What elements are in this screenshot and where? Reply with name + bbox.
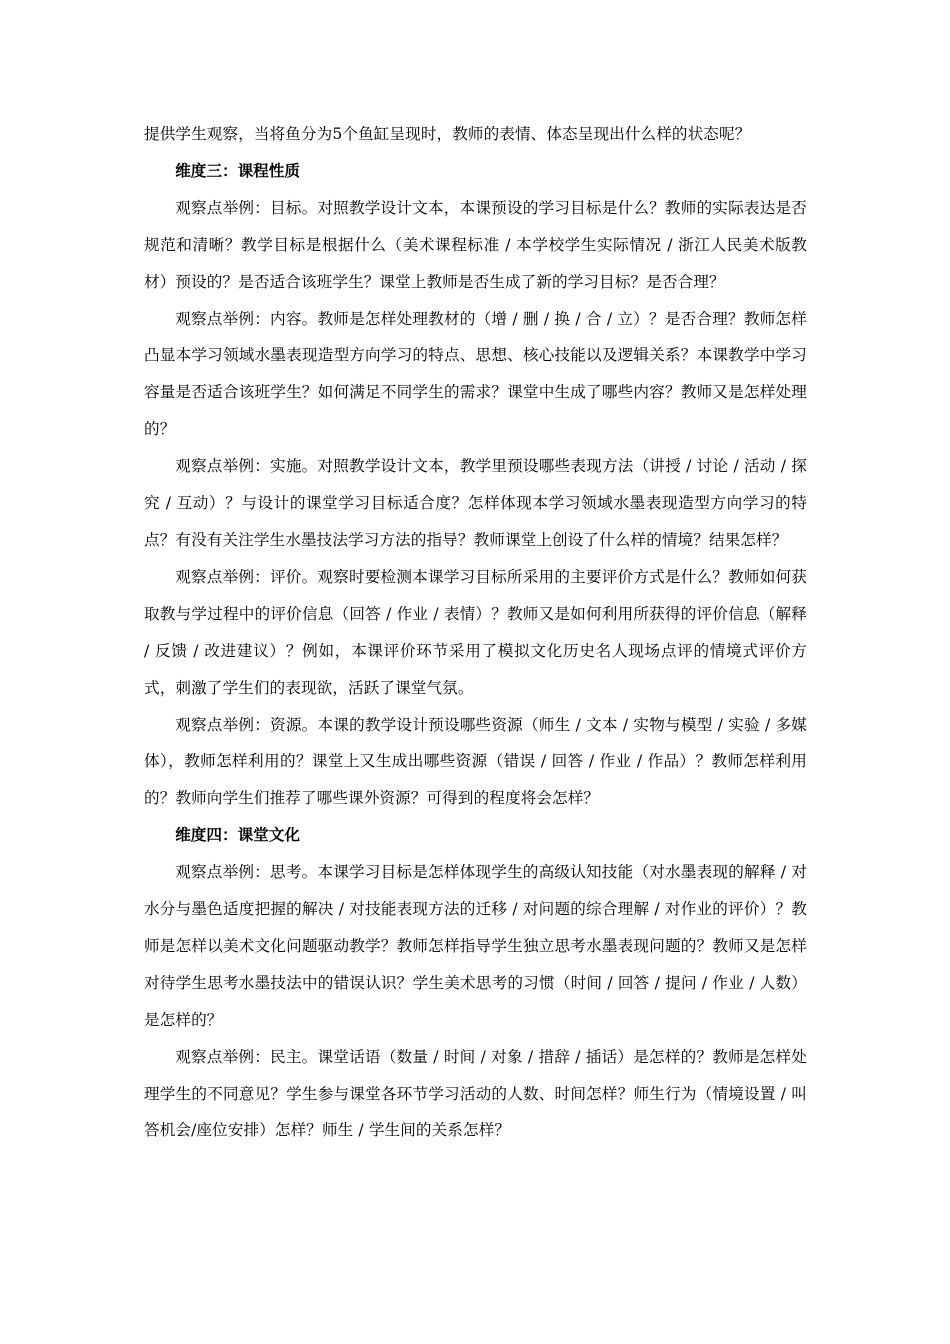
paragraph-evaluation: 观察点举例：评价。观察时要检测本课学习目标所采用的主要评价方式是什么？教师如何获取教与学过程中的评价信息（回答 / 作业 / 表情）？教师又是如何利用所获得的评价信息（解释 / 反馈 / 改进建议）？例如，本课评价环节采用了模拟文化历史名人现场点评的情境式评价方式，刺激了学生们的表现欲，活跃了课堂气氛。 <box>144 567 807 697</box>
section-heading-dimension-3: 维度三：课程性质 <box>175 160 300 180</box>
paragraph-thinking: 观察点举例：思考。本课学习目标是怎样体现学生的高级认知技能（对水墨表现的解释 / 对水分与墨色适度把握的解决 / 对技能表现方法的迁移 / 对问题的综合理解 / 对作业的评价）？教师是怎样以美术文化问题驱动教学？教师怎样指导学生独立思考水墨表现问题的？教师又是怎样对待学生思考水墨技法中的错误认识？学生美术思考的习惯（时间 / 回答 / 提问 / 作业 / 人数）是怎样的？ <box>144 863 807 1029</box>
paragraph-content: 观察点举例：内容。教师是怎样处理教材的（增 / 删 / 换 / 合 / 立）？是否合理？教师怎样凸显本学习领域水墨表现造型方向学习的特点、思想、核心技能以及逻辑关系？本课教学中学习容量是否适合该班学生？如何满足不同学生的需求？课堂中生成了哪些内容？教师又是怎样处理的？ <box>144 309 807 439</box>
paragraph-implementation: 观察点举例：实施。对照教学设计文本，教学里预设哪些表现方法（讲授 / 讨论 / 活动 / 探究 / 互动）？与设计的课堂学习目标适合度？怎样体现本学习领域水墨表现造型方向学习的特点？有没有关注学生水墨技法学习方法的指导？教师课堂上创设了什么样的情境？结果怎样？ <box>144 457 807 549</box>
section-heading-dimension-4: 维度四：课堂文化 <box>175 825 300 845</box>
paragraph-goal: 观察点举例：目标。对照教学设计文本，本课预设的学习目标是什么？教师的实际表达是否规范和清晰？教学目标是根据什么（美术课程标准 / 本学校学生实际情况 / 浙江人民美术版教材）预设的？是否适合该班学生？课堂上教师是否生成了新的学习目标？是否合理？ <box>144 198 807 291</box>
paragraph-intro: 提供学生观察，当将鱼分为5个鱼缸呈现时，教师的表情、体态呈现出什么样的状态呢？ <box>144 125 751 143</box>
paragraph-resources: 观察点举例：资源。本课的教学设计预设哪些资源（师生 / 文本 / 实物与模型 / 实验 / 多媒体），教师怎样利用的？课堂上又生成出哪些资源（错误 / 回答 / 作业 / 作品）？教师怎样利用的？教师向学生们推荐了哪些课外资源？可得到的程度将会怎样？ <box>144 715 807 808</box>
document-body <box>144 116 807 1149</box>
paragraph-democracy: 观察点举例：民主。课堂话语（数量 / 时间 / 对象 / 措辞 / 插话）是怎样的？教师是怎样处理学生的不同意见？学生参与课堂各环节学习活动的人数、时间怎样？师生行为（情境设置 / 叫答机会/座位安排）怎样？师生 / 学生间的关系怎样？ <box>144 1047 807 1140</box>
